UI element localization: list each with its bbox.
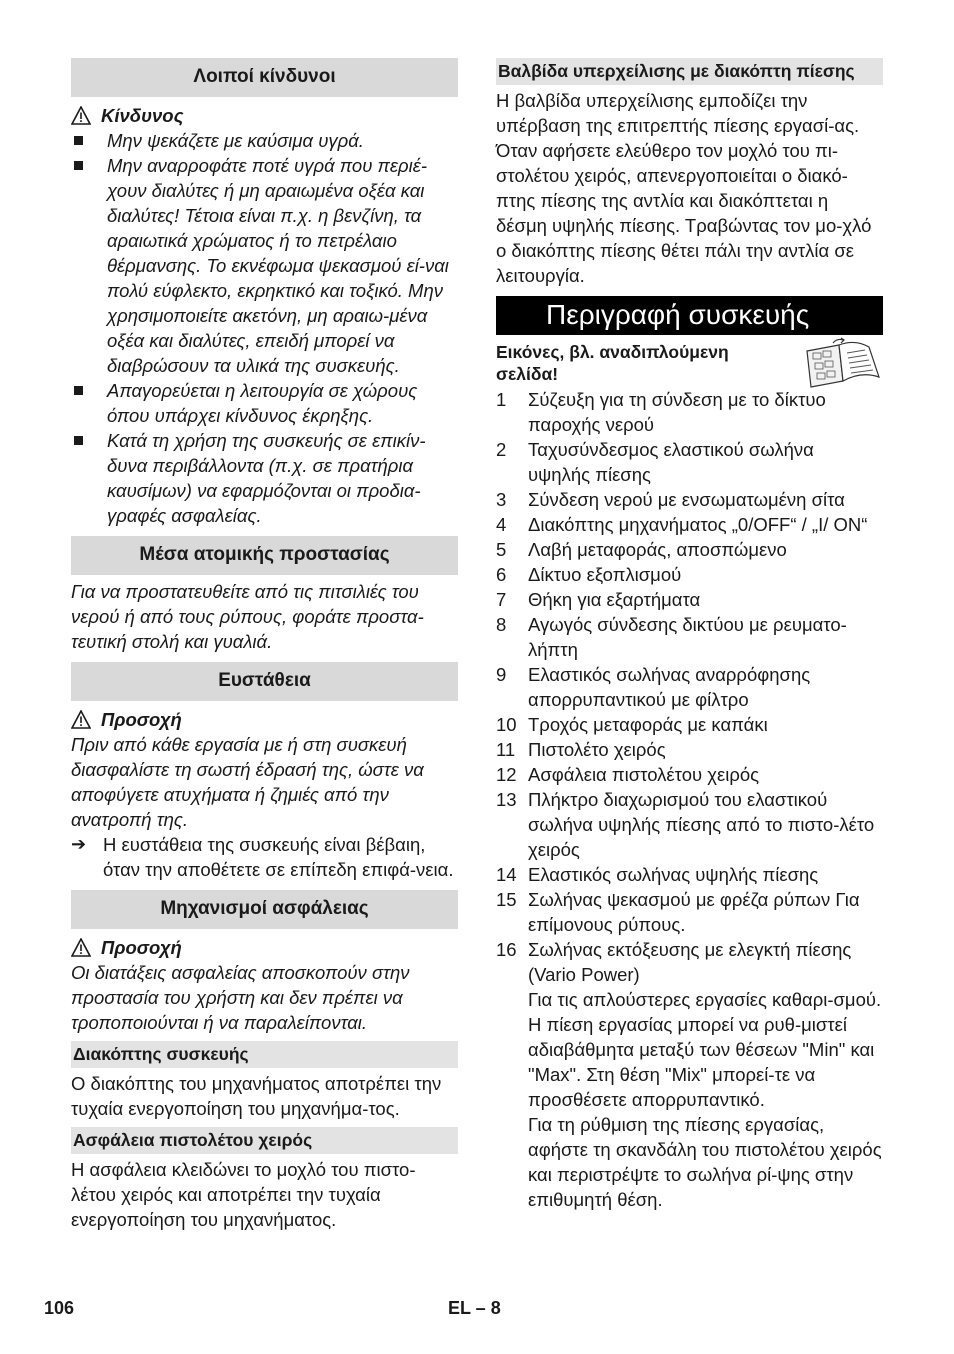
list-item: 6 Δίκτυο εξοπλισμού <box>496 564 682 585</box>
section-title-description: Περιγραφή συσκευής <box>496 296 883 335</box>
section-header-stability: Ευστάθεια <box>71 662 458 701</box>
section-header-ppe: Μέσα ατομικής προστασίας <box>71 536 458 575</box>
danger-warning <box>71 103 458 128</box>
list-item: Κατά τη χρήση της συσκευής σε επικίν-δυνα περιβάλλοντα (π.χ. σε πρατήρια καυσίμων) να εφαρμόζονται οι προδια-γραφές ασφαλείας. <box>71 428 458 528</box>
list-item: Μην αναρροφάτε ποτέ υγρά που περιέ-χουν διαλύτες ή μη αραιωμένα οξέα και διαλύτες! Τέτοια είναι π.χ. η βενζίνη, τα αραιωτικά χρώματος ή το πετρέλαιο θέρμανσης. Το εκνέφωμα ψεκασμού εί-ναι πολύ εύφλεκτο, εκρηκτικό και τοξικό. Μην χρησιμοποιείτε ακετόνη, μη αραιω-μένα οξέα και διαλύτες, επειδή μπορεί να διαβρώσουν τα υλικά της συσκευής. <box>71 153 458 378</box>
list-item: 3 Σύνδεση νερού με ενσωματωμένη σίτα <box>496 489 845 510</box>
list-item: 2 Ταχυσύνδεσμος ελαστικού σωλήνα υψηλής πίεσης <box>496 439 814 485</box>
item16-detail-2: Για τη ρύθμιση της πίεσης εργασίας, αφήστε τη σκανδάλη του πιστολέτου χειρός και περιστρέψτε το σωλήνα ρί-ψης στην επιθυμητή θέση. <box>528 1114 882 1210</box>
left-column <box>71 58 458 1232</box>
caution-warning-2 <box>71 935 458 960</box>
caution-label: Προσοχή <box>101 937 182 958</box>
ppe-text: Για να προστατευθείτε από τις πιτσιλιές του νερού ή από τους ρύπους, φοράτε προστα-τευτική στολή και γυαλιά. <box>71 581 424 652</box>
arrow-right-icon: ➔ <box>71 834 87 854</box>
safety-text: Οι διατάξεις ασφαλείας αποσκοπούν στην προστασία του χρήστη και δεν πρέπει να τροποποιούνται ή να παραλείπονται. <box>71 962 410 1033</box>
caution-label: Προσοχή <box>101 709 182 730</box>
switch-text: Ο διακόπτης του μηχανήματος αποτρέπει την τυχαία ενεργοποίηση του μηχανήμα-τος. <box>71 1073 442 1119</box>
warning-triangle-icon <box>71 106 91 126</box>
gun-lock-text: Η ασφάλεια κλειδώνει το μοχλό του πιστο-λέτου χειρός και αποτρέπει την τυχαία ενεργοποίηση του μηχανήματος. <box>71 1159 416 1230</box>
list-item: 8 Αγωγός σύνδεσης δικτύου με ρευματο-λήπτη <box>496 614 847 660</box>
section-header-safety: Μηχανισμοί ασφάλειας <box>71 890 458 929</box>
subheader-switch: Διακόπτης συσκευής <box>71 1041 458 1068</box>
list-item: Μην ψεκάζετε με καύσιμα υγρά. <box>71 128 458 153</box>
section-header-risks: Λοιποί κίνδυνοι <box>71 58 458 97</box>
list-item: Απαγορεύεται η λειτουργία σε χώρους όπου υπάρχει κίνδυνος έκρηξης. <box>71 378 458 428</box>
list-item: 15 Σωλήνας ψεκασμού με φρέζα ρύπων Για επίμονους ρύπους. <box>496 889 860 935</box>
list-item: 4 Διακόπτης μηχανήματος „0/OFF“ / „I/ ON“ <box>496 514 868 535</box>
list-item: 9 Ελαστικός σωλήνας αναρρόφησης απορρυπαντικού με φίλτρο <box>496 664 811 710</box>
foldout-book-icon <box>803 337 883 393</box>
language-page-indicator: EL – 8 <box>448 1298 501 1318</box>
bullet-square-icon <box>74 386 83 395</box>
item16-detail-1: Για τις απλούστερες εργασίες καθαρι-σμού. Η πίεση εργασίας μπορεί να ρυθ-μιστεί αδιαβάθμητα μεταξύ των θέσεων "Min" και "Max". Στη θέση "Mix" μπορεί-τε να προσθέσετε απορρυπαντικό. <box>528 989 882 1110</box>
list-item: 1 Σύζευξη για τη σύνδεση με το δίκτυο παροχής νερού <box>496 389 826 435</box>
bullet-square-icon <box>74 436 83 445</box>
bullet-square-icon <box>74 136 83 145</box>
figures-note: Εικόνες, βλ. αναδιπλούμενη σελίδα! <box>496 342 729 384</box>
figures-note-block <box>496 341 883 385</box>
bullet-square-icon <box>74 161 83 170</box>
caution-warning <box>71 707 458 732</box>
component-list <box>496 387 883 1212</box>
list-item: 14 Ελαστικός σωλήνας υψηλής πίεσης <box>496 864 819 885</box>
subheader-valve: Βαλβίδα υπερχείλισης με διακόπτη πίεσης <box>496 58 883 85</box>
arrow-item: ➔ Η ευστάθεια της συσκευής είναι βέβαιη, όταν την αποθέτετε σε επίπεδη επιφά-νεια. <box>71 834 454 880</box>
list-item: 5 Λαβή μεταφοράς, αποσπώμενο <box>496 539 787 560</box>
page-number: 106 <box>44 1298 75 1318</box>
list-item: 12 Ασφάλεια πιστολέτου χειρός <box>496 764 760 785</box>
list-item: 7 Θήκη για εξαρτήματα <box>496 589 701 610</box>
list-item: 16 Σωλήνας εκτόξευσης με ελεγκτή πίεσης (Vario Power) <box>496 939 852 985</box>
stability-text: Πριν από κάθε εργασία με ή στη συσκευή διασφαλίστε τη σωστή έδρασή της, ώστε να αποφύγετε ατυχήματα ή ζημιές από την ανατροπή της. <box>71 734 424 830</box>
list-item: 10 Τροχός μεταφοράς με καπάκι <box>496 714 768 735</box>
subheader-gun-lock: Ασφάλεια πιστολέτου χειρός <box>71 1127 458 1154</box>
warning-triangle-icon <box>71 938 91 958</box>
list-item: 11 Πιστολέτο χειρός <box>496 739 666 760</box>
valve-text-2: Όταν αφήσετε ελεύθερο τον μοχλό του πι-στολέτου χειρός, απενεργοποιείται ο διακό-πτης πίεσης της αντλία και διακόπτεται η δέσμη υψηλής πίεσης. Τραβώντας τον μο-χλό ο διακόπτης πίεσης θέτει πάλι την αντλία σε λειτουργία. <box>496 140 872 286</box>
list-item: 13 Πλήκτρο διαχωρισμού του ελαστικού σωλήνα υψηλής πίεσης από το πιστο-λέτο χειρός <box>496 789 875 860</box>
valve-text-1: Η βαλβίδα υπερχείλισης εμποδίζει την υπέρβαση της επιτρεπτής πίεσης εργασί-ας. <box>496 90 860 136</box>
right-column <box>496 58 883 1212</box>
warning-triangle-icon <box>71 710 91 730</box>
danger-label: Κίνδυνος <box>101 105 184 126</box>
